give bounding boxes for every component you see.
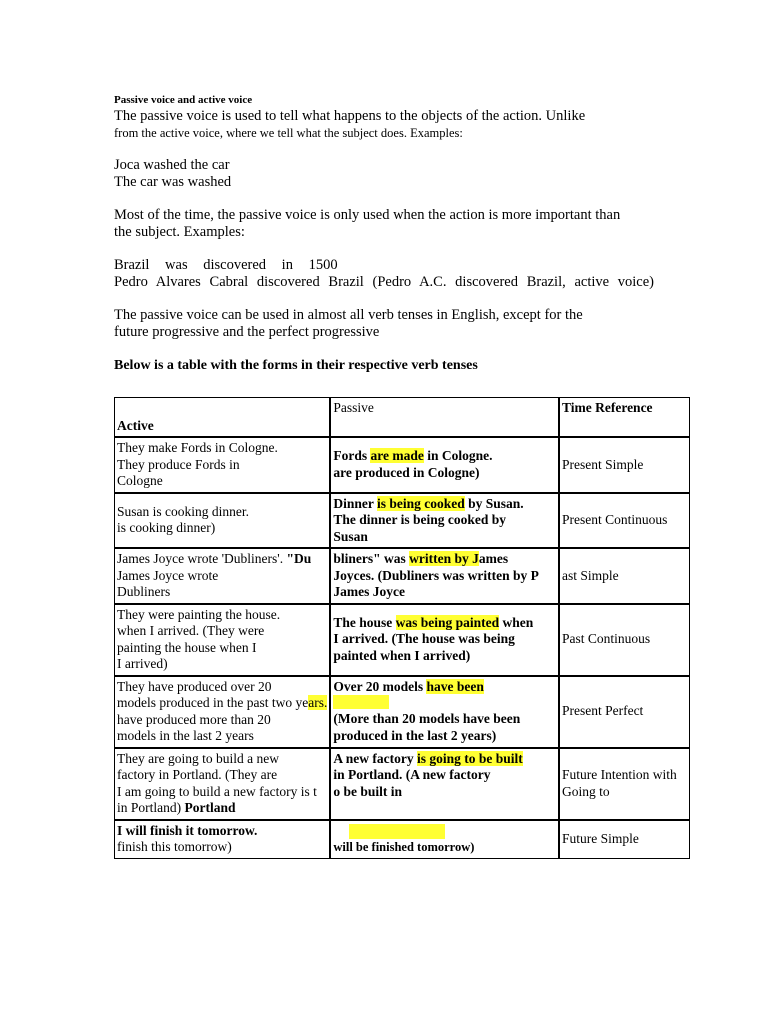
cell-active	[114, 493, 330, 549]
cell-active	[114, 676, 330, 748]
text: Dinner	[333, 495, 377, 511]
table-intro: Below is a table with the forms in their respective verb tenses	[114, 358, 478, 373]
cell-time: Present Continuous	[559, 493, 690, 549]
header-active: Active	[114, 397, 330, 437]
example1-line-1: Joca washed the car	[114, 157, 230, 173]
cell-passive	[330, 604, 559, 676]
text: in Cologne.	[423, 448, 493, 464]
text: The house	[333, 614, 396, 630]
cell-time: Present Simple	[559, 437, 690, 493]
text: They were painting the house.	[117, 606, 281, 622]
cell-passive	[330, 437, 559, 493]
highlight: was being painted	[395, 614, 500, 630]
text: models in the last 2 years	[117, 728, 254, 743]
cell-active	[114, 604, 330, 676]
example2-line-1: Brazil was discovered in 1500	[114, 257, 338, 273]
text: will be finished tomorrow)	[333, 839, 475, 854]
table-row	[114, 748, 690, 820]
highlight-fill	[349, 824, 445, 839]
document-body	[114, 92, 694, 374]
cell-passive	[330, 676, 559, 748]
cell-active	[114, 820, 330, 859]
table-row	[114, 437, 690, 493]
text: Susan is cooking dinner.	[117, 503, 249, 519]
text: Portland	[184, 800, 236, 815]
text: models produced in the past two ye	[117, 695, 309, 710]
text: are produced in Cologne)	[333, 464, 480, 480]
text: They have produced over 20	[117, 678, 272, 694]
cell-passive	[330, 548, 559, 604]
text: by Susan.	[464, 495, 524, 511]
text: They produce Fords in	[117, 456, 240, 472]
text: o be built in	[333, 783, 402, 799]
cell-passive	[330, 820, 559, 859]
header-time: Time Reference	[559, 397, 690, 437]
text: Fords	[333, 448, 371, 464]
text: ames	[478, 551, 509, 566]
para2-line-2: the subject. Examples:	[114, 224, 245, 240]
highlight: have been	[426, 678, 484, 694]
text: They are going to build a new	[117, 750, 279, 766]
table-row	[114, 493, 690, 549]
cell-active	[114, 548, 330, 604]
cell-active	[114, 748, 330, 820]
highlight: written by J	[409, 551, 479, 566]
text: Cologne	[117, 473, 163, 488]
text: James Joyce wrote 'Dubliners'.	[117, 551, 287, 566]
text: painting the house when I	[117, 639, 257, 655]
table-row	[114, 604, 690, 676]
text: painted when I arrived)	[333, 647, 471, 663]
text: James Joyce	[333, 584, 405, 599]
text: when I arrived. (They were	[117, 623, 265, 638]
text: Over 20 models	[333, 678, 427, 694]
text: The dinner is being cooked by	[333, 512, 507, 527]
text: produced in the last 2 years)	[333, 727, 497, 743]
text: have produced more than 20	[117, 711, 271, 727]
text: "Du	[286, 551, 312, 566]
table-row	[114, 820, 690, 859]
doc-title: Passive voice and active voice	[114, 94, 253, 106]
cell-time: Present Perfect	[559, 676, 690, 748]
cell-time: Future Intention with Going to	[559, 748, 690, 820]
text: A new factory	[333, 750, 417, 766]
text: in Portland. (A new factory	[333, 767, 491, 783]
table-header-row	[114, 397, 690, 437]
cell-passive	[330, 748, 559, 820]
cell-time: Past Continuous	[559, 604, 690, 676]
text: I will finish it tomorrow.	[117, 822, 258, 838]
text: Joyces. (Dubliners was written by P	[333, 567, 539, 583]
text: in Portland)	[117, 800, 185, 815]
intro-line-2: from the active voice, where we tell what the subject does. Examples:	[114, 126, 463, 140]
cell-time: Future Simple	[559, 820, 690, 859]
text: Susan	[333, 528, 368, 544]
highlight: is being cooked	[376, 495, 465, 511]
highlight-fill	[333, 695, 389, 709]
cell-time: ast Simple	[559, 548, 690, 604]
para3-line-2: future progressive and the perfect progressive	[114, 324, 380, 340]
para2-line-1: Most of the time, the passive voice is only used when the action is more important than	[114, 207, 621, 223]
text: James Joyce wrote	[117, 567, 219, 583]
text: when	[499, 614, 534, 630]
text: (More than 20 models have been	[333, 711, 521, 727]
table-row	[114, 548, 690, 604]
highlight: are made	[370, 448, 424, 464]
example2-line-2: Pedro Alvares Cabral discovered Brazil (Pedro A.C. discovered Brazil, active voice)	[114, 274, 654, 290]
text: is cooking dinner)	[117, 520, 216, 536]
cell-passive	[330, 493, 559, 549]
intro-line-1: The passive voice is used to tell what happens to the objects of the action. Unlike	[114, 108, 586, 124]
verb-tense-table	[114, 397, 690, 859]
header-passive: Passive	[330, 397, 559, 437]
table-row	[114, 676, 690, 748]
text: bliners" was	[333, 551, 410, 566]
highlight: is going to be built	[416, 750, 523, 766]
text: They make Fords in Cologne.	[117, 440, 278, 455]
para3-line-1: The passive voice can be used in almost all verb tenses in English, except for the	[114, 307, 583, 323]
text: I arrived)	[117, 656, 168, 671]
text: I arrived. (The house was being	[333, 631, 515, 647]
text: factory in Portland. (They are	[117, 767, 278, 782]
cell-active	[114, 437, 330, 493]
text: Dubliners	[117, 584, 171, 599]
text: finish this tomorrow)	[117, 839, 232, 854]
example1-line-2: The car was washed	[114, 174, 232, 190]
text: I am going to build a new factory is t	[117, 783, 317, 799]
highlight: ars.	[308, 695, 328, 710]
